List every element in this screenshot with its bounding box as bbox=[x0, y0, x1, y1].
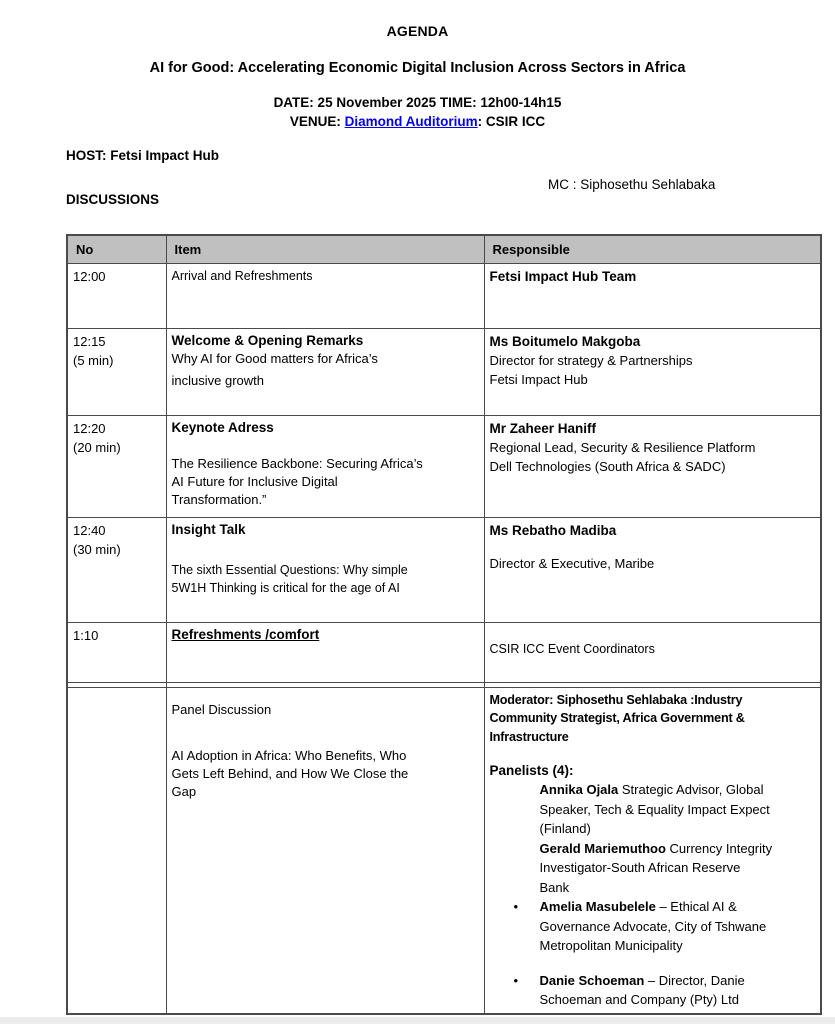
speaker-org: Fetsi Impact Hub bbox=[489, 371, 588, 387]
page-title: AGENDA bbox=[386, 23, 449, 39]
item-body-line: The sixth Essential Questions: Why simple bbox=[171, 562, 408, 577]
col-header-item: Item bbox=[166, 235, 484, 263]
responsible-cell bbox=[484, 328, 821, 415]
speaker-org: Dell Technologies (South Africa & SADC) bbox=[489, 458, 726, 474]
time-text: 12:20 bbox=[73, 420, 106, 436]
panelist-name: Gerald Mariemuthoo bbox=[539, 840, 666, 856]
item-body-line: inclusive growth bbox=[171, 372, 264, 388]
page-break-edge bbox=[0, 1017, 835, 1024]
duration-text: (5 min) bbox=[73, 352, 114, 368]
venue-suffix: : CSIR ICC bbox=[477, 114, 546, 129]
agenda-table-container bbox=[66, 234, 822, 1015]
table-row-1220 bbox=[67, 415, 821, 517]
item-body-line: Gap bbox=[171, 783, 197, 799]
moderator-line: Community Strategist, Africa Government & bbox=[489, 711, 745, 725]
item-title: Welcome & Opening Remarks bbox=[171, 332, 364, 348]
item-cell bbox=[166, 415, 484, 517]
item-body-line: Gets Left Behind, and How We Close the bbox=[171, 765, 409, 781]
table-header-row bbox=[67, 235, 821, 263]
item-title: Insight Talk bbox=[171, 521, 246, 537]
speaker-name: Ms Rebatho Madiba bbox=[489, 522, 617, 538]
table-row-110 bbox=[67, 622, 821, 682]
item-body-line: Transformation.” bbox=[171, 491, 267, 507]
panelist-desc-line: Governance Advocate, City of Tshwane bbox=[539, 918, 767, 934]
duration-text: (30 min) bbox=[73, 541, 121, 557]
panelist-name: Danie Schoeman bbox=[539, 972, 645, 988]
table-row-1200 bbox=[67, 263, 821, 328]
item-title: Keynote Adress bbox=[171, 419, 274, 435]
time-cell: 12:00 bbox=[67, 263, 166, 328]
responsible-cell bbox=[484, 622, 821, 682]
venue-label: VENUE: bbox=[289, 114, 345, 129]
item-cell bbox=[166, 687, 484, 1014]
date-time-line: DATE: 25 November 2025 TIME: 12h00-14h15 bbox=[273, 95, 562, 110]
panelist-desc: Strategic Advisor, Global bbox=[618, 782, 764, 797]
col-header-responsible: Responsible bbox=[484, 235, 821, 263]
time-cell bbox=[67, 687, 166, 1014]
col-header-no: No bbox=[67, 235, 166, 263]
time-text: 12:40 bbox=[73, 522, 106, 538]
speaker-name: Mr Zaheer Haniff bbox=[489, 420, 597, 436]
time-cell: 1:10 bbox=[67, 622, 166, 682]
responsible-cell bbox=[484, 415, 821, 517]
duration-text: (20 min) bbox=[73, 439, 121, 455]
table-row-1215 bbox=[67, 328, 821, 415]
time-cell bbox=[67, 328, 166, 415]
item-title: Refreshments /comfort bbox=[171, 626, 320, 642]
panelist-desc-line: Schoeman and Company (Pty) Ltd bbox=[539, 992, 739, 1007]
speaker-role: Director & Executive, Maribe bbox=[489, 555, 655, 571]
time-cell bbox=[67, 415, 166, 517]
item-cell bbox=[166, 328, 484, 415]
venue-link[interactable]: Diamond Auditorium bbox=[344, 114, 478, 129]
host-line: HOST: Fetsi Impact Hub bbox=[66, 148, 220, 163]
responsible-cell bbox=[484, 687, 821, 1014]
panelist-desc: – Director, Danie bbox=[644, 972, 745, 988]
speaker-role: Director for strategy & Partnerships bbox=[489, 352, 693, 368]
moderator-line: Infrastructure bbox=[489, 729, 569, 744]
mc-line: MC : Siphosethu Sehlabaka bbox=[548, 177, 716, 192]
item-body-line: 5W1H Thinking is critical for the age of AI bbox=[171, 580, 400, 595]
panelist-name: Amelia Masubelele bbox=[539, 899, 656, 914]
panelist-name: Annika Ojala bbox=[539, 782, 619, 797]
item-cell bbox=[166, 263, 484, 328]
responsible-text: CSIR ICC Event Coordinators bbox=[489, 641, 655, 656]
panelist-item bbox=[540, 839, 816, 898]
event-title: AI for Good: Accelerating Economic Digital Inclusion Across Sectors in Africa bbox=[149, 60, 686, 76]
item-body-line: The Resilience Backbone: Securing Africa’s bbox=[171, 455, 423, 471]
panelist-desc: – Ethical AI & bbox=[655, 899, 737, 914]
speaker-name: Fetsi Impact Hub Team bbox=[489, 268, 637, 284]
panelist-desc-line: Speaker, Tech & Equality Impact Expect bbox=[539, 801, 770, 817]
panelist-desc-line: Bank bbox=[539, 879, 570, 895]
item-cell bbox=[166, 622, 484, 682]
item-text: Panel Discussion bbox=[171, 701, 272, 717]
panelist-desc-line: Investigator-South African Reserve bbox=[539, 860, 741, 875]
speaker-name: Ms Boitumelo Makgoba bbox=[489, 333, 641, 349]
section-heading-discussions: DISCUSSIONS bbox=[66, 192, 160, 207]
moderator-block bbox=[490, 691, 816, 747]
panelist-item bbox=[513, 897, 816, 956]
panelists-list bbox=[490, 780, 816, 1010]
item-text: Arrival and Refreshments bbox=[171, 268, 313, 283]
time-cell bbox=[67, 517, 166, 622]
panelist-item bbox=[540, 780, 816, 839]
table-row-panel-discussion bbox=[67, 687, 821, 1014]
panelists-label: Panelists (4): bbox=[489, 763, 574, 778]
item-body-line: Why AI for Good matters for Africa’s bbox=[171, 350, 378, 366]
responsible-cell bbox=[484, 263, 821, 328]
table-row-1240 bbox=[67, 517, 821, 622]
responsible-cell bbox=[484, 517, 821, 622]
item-cell bbox=[166, 517, 484, 622]
bullet-icon: • bbox=[513, 972, 519, 988]
speaker-role: Regional Lead, Security & Resilience Platform bbox=[489, 439, 756, 455]
item-body-line: AI Future for Inclusive Digital bbox=[171, 473, 338, 489]
bullet-icon: • bbox=[513, 899, 519, 914]
panelist-item bbox=[513, 971, 816, 1010]
venue-line bbox=[0, 114, 835, 129]
panelist-desc-line: Metropolitan Municipality bbox=[539, 938, 683, 953]
agenda-table bbox=[66, 234, 822, 1015]
panelist-desc-line: (Finland) bbox=[539, 821, 591, 836]
item-body-line: AI Adoption in Africa: Who Benefits, Who bbox=[171, 747, 407, 763]
time-text: 12:15 bbox=[73, 333, 106, 349]
moderator-line: Moderator: Siphosethu Sehlabaka :Industry bbox=[489, 692, 743, 707]
panelist-desc: Currency Integrity bbox=[665, 840, 773, 856]
